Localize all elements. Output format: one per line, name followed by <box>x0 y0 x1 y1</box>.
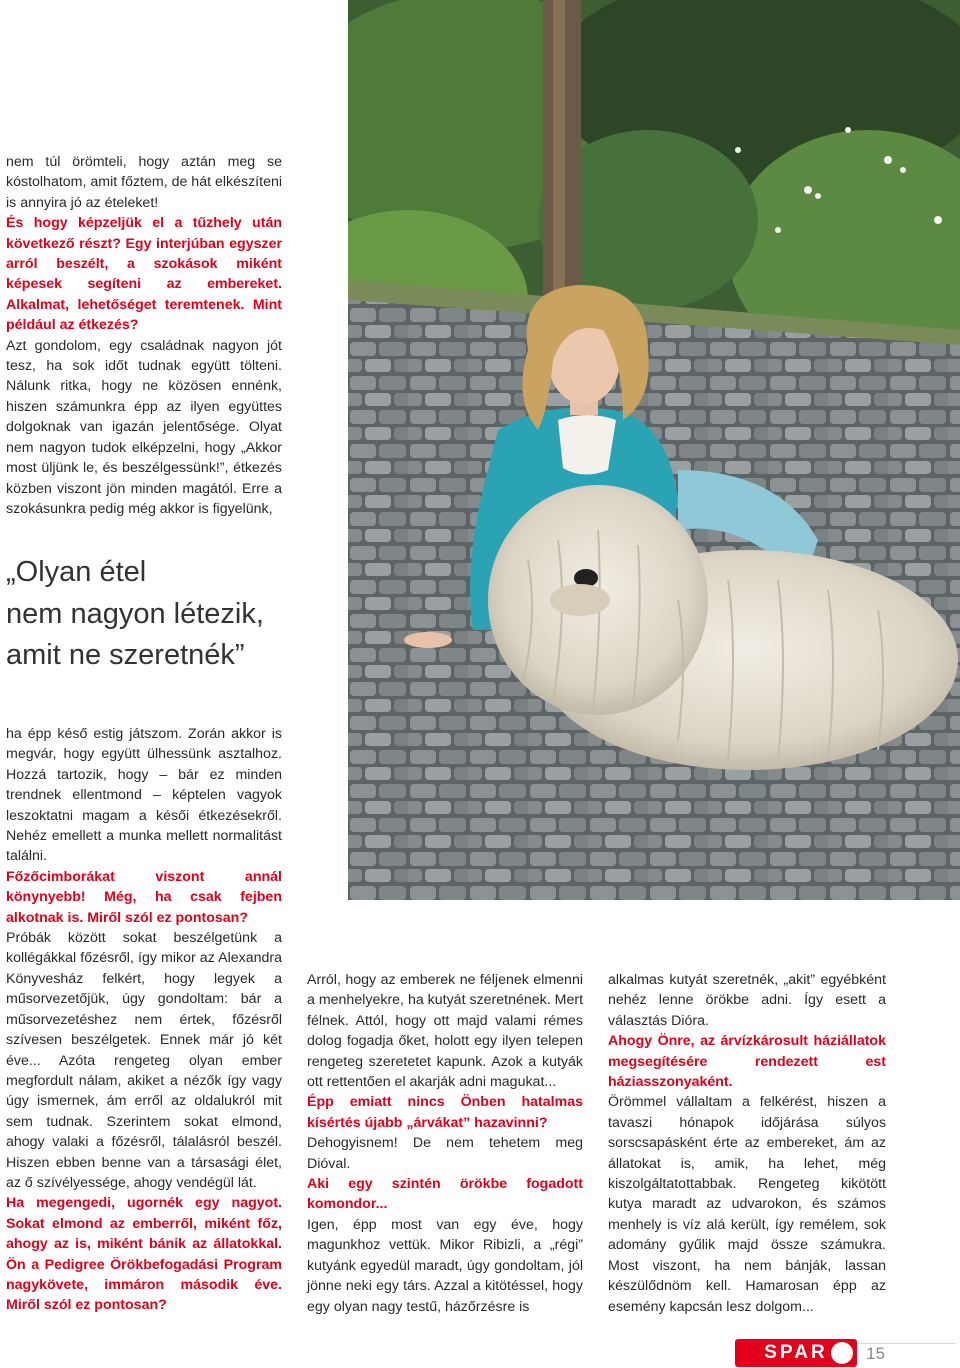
paragraph: Igen, épp most van egy éve, hogy magunkhoz vettük. Mikor Ribizli, a „régi” kutyánk egyedül maradt, úgy gondoltam, jól jönne neki egy társ. Azzal a kitötéssel, hogy egy olyan nagy testű, házőrzésre is <box>307 1216 583 1315</box>
paragraph: Örömmel vállaltam a felkérést, hiszen a tavaszi hónapok időjárása súlyos sorscsapásként érte az embereket, ám az állatokat is, amik, ha lehet, még kiszolgáltatottabbak. Rengeteg kikötött kutya maradt az udvarokon, és számos menhely is víz alá került, így remélem, sok adomány gyűlik majd össze számukra. Most viszont, ha nem bánják, lassan készülődnöm kell. Hamarosan épp az esemény kapcsán lesz dolgom... <box>608 1094 886 1315</box>
paragraph: Arról, hogy az emberek ne féljenek elmenni a menhelyekre, ha kutyát szeretnének. Mert félnek. Attól, hogy ott majd valami rémes dolog fogadja őket, holott egy ilyen telepen rengeteg szeretetet kapunk. Azok a kutyák ott rettentően el akarják adni magukat... <box>307 972 584 1091</box>
paragraph: Próbák között sokat beszélgetünk a kollégákkal főzésről, így mikor az Alexandra Könyvesház felkért, hogy legyek a műsorvezetőjük, úgy gondoltam: bár a műsorvezetéshez nem értek, főzésről szívesen beszélgetek. Ennek már jó két éve... Azóta rengeteg olyan ember megfordult nálam, akiket a nézők így vagy úgy ismernek, ám erről az oldalukról mit sem tudnak. Szerintem sokat elmond, ahogy valaki a főzésről, tálalásról beszél. Hiszen ebben benne van a társasági élet, az ő szívélyessége, ahogy vendégül lát. <box>6 930 282 1191</box>
column-1-bottom <box>6 724 282 1316</box>
interview-question: És hogy képzeljük el a tűzhely után következő részt? Egy interjúban egyszer arról beszélt, a szokások miként képesek segíteni az embereket. Alkalmat, lehetőséget teremtenek. Mint például az étkezés? <box>6 215 282 334</box>
pull-quote-line: nem nagyon létezik, <box>6 597 264 630</box>
interview-question: Főzőcimborákat viszont annál könynyebb! Még, ha csak fejben alkotnak is. Miről szól ez pontosan? <box>6 868 282 926</box>
photo-illustration <box>348 0 960 900</box>
pull-quote <box>6 552 336 677</box>
column-2 <box>307 970 583 1317</box>
interview-question: Ahogy Önre, az árvízkárosult háziállatok megsegítésére rendezett est háziasszonyaként. <box>608 1033 886 1091</box>
column-3 <box>608 970 886 1317</box>
pull-quote-line: amit ne szeretnék” <box>6 639 245 671</box>
interview-question: Épp emiatt nincs Önben hatalmas kísértés újabb „árvákat” hazavinni? <box>307 1094 583 1131</box>
fir-tree-icon <box>831 1342 853 1364</box>
paragraph: Azt gondolom, egy családnak nagyon jót tesz, ha sok időt tudnak együtt tölteni. Nálunk ritka, hogy ne közösen ennénk, hiszen számunkra épp az ilyen együttes dolgoknak van igazán jelentősége. Olyat nem nagyon tudok elképzelni, hogy „Akkor most üljünk le, és beszélgessünk!”, étkezés közben viszont jön minden magától. Erre a szokásunkra pedig még akkor is figyelünk, <box>6 337 282 517</box>
pull-quote-line: „Olyan étel <box>6 556 147 588</box>
article-photo <box>348 0 960 900</box>
interview-question: Ha megengedi, ugornék egy nagyot. Sokat elmond az emberről, miként főz, ahogy az is, miként bánik az állatokkal. Ön a Pedigree Örökbefogadási Program nagykövete, immáron második éve. Miről szól ez pontosan? <box>6 1195 282 1314</box>
page-number: 15 <box>866 1344 885 1363</box>
logo-text: SPAR <box>764 1342 828 1363</box>
column-1-top <box>6 152 282 519</box>
paragraph: nem túl örömteli, hogy aztán meg se kóstolhatom, amit főztem, de hát elkészíteni is annyira jó az ételeket! <box>6 154 282 211</box>
spar-logo <box>735 1339 857 1367</box>
paragraph: alkalmas kutyát szeretnék, „akit” egyébként nehéz lenne örökbe adni. Így esett a választás Dióra. <box>608 972 886 1029</box>
interview-question: Aki egy szintén örökbe fogadott komondor... <box>307 1176 583 1213</box>
paragraph: ha épp késő estig játszom. Zorán akkor is megvár, hogy együtt ülhessünk asztalhoz. Hozzá tartozik, hogy – bár ez minden trendnek ellentmond – képtelen vagyok leszoktatni magam a késői étkezésekről. Nehéz emellett a munka mellett normalitást találni. <box>6 726 282 865</box>
paragraph: Dehogyisnem! De nem tehetem meg Dióval. <box>307 1135 583 1172</box>
